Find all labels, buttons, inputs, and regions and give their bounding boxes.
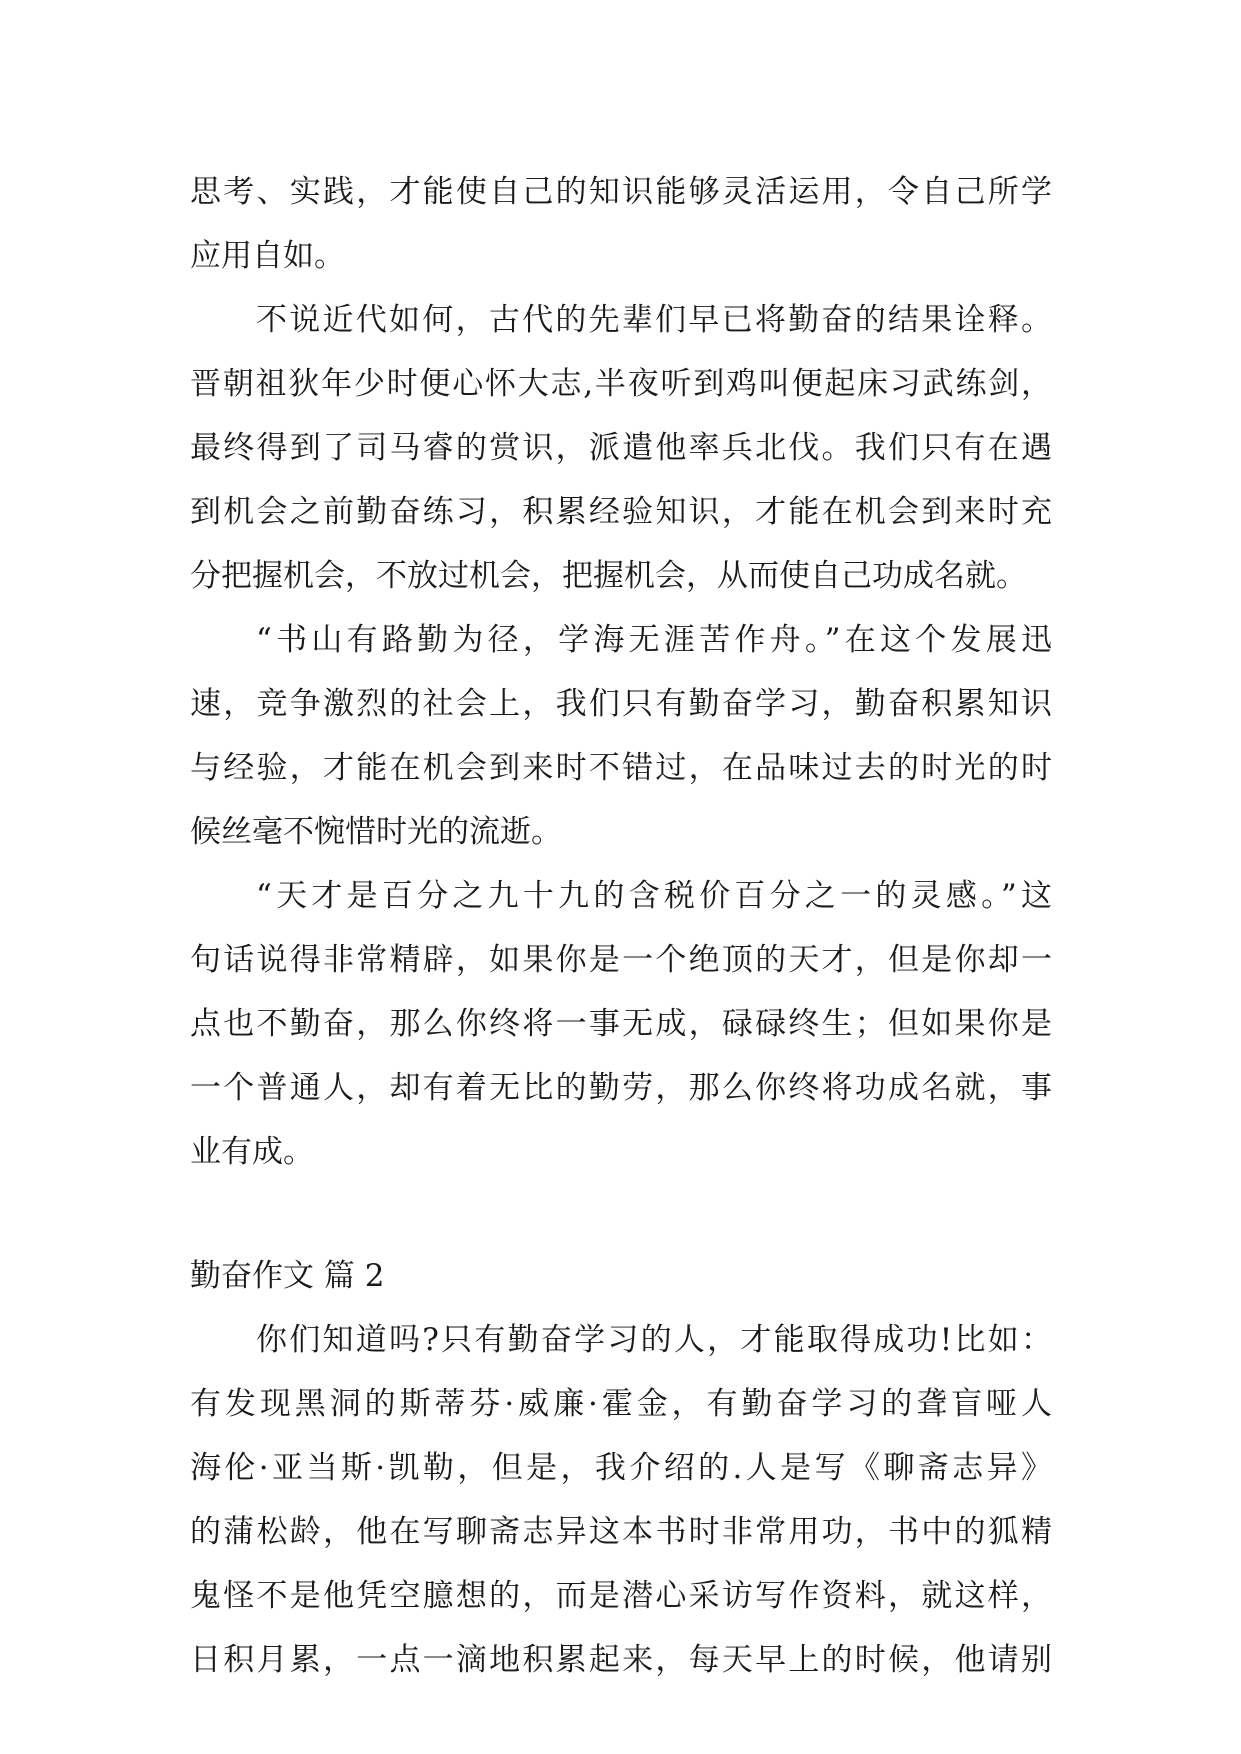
text-line: 候丝毫不惋惜时光的流逝。 (190, 814, 562, 850)
paragraph (190, 1308, 1052, 1692)
text-line: 到机会之前勤奋练习，积累经验知识，才能在机会到来时充 (190, 494, 1052, 530)
text-line: 速，竞争激烈的社会上，我们只有勤奋学习，勤奋积累知识 (190, 686, 1052, 722)
text-line: 你们知道吗?只有勤奋学习的人，才能取得成功!比如： (256, 1322, 1052, 1358)
document-page (190, 160, 1052, 1692)
text-line: 与经验，才能在机会到来时不错过，在品味过去的时光的时 (190, 750, 1052, 786)
text-line: 点也不勤奋，那么你终将一事无成，碌碌终生；但如果你是 (190, 1006, 1052, 1042)
paragraph (190, 288, 1052, 608)
text-line: 日积月累，一点一滴地积累起来，每天早上的时候，他请别 (190, 1642, 1052, 1678)
text-line: “天才是百分之九十九的含税价百分之一的灵感。”这 (256, 878, 1052, 914)
text-line: 最终得到了司马睿的赏识，派遣他率兵北伐。我们只有在遇 (190, 430, 1052, 466)
text-line: 晋朝祖狄年少时便心怀大志,半夜听到鸡叫便起床习武练剑， (190, 366, 1052, 402)
text-line: 有发现黑洞的斯蒂芬·威廉·霍金，有勤奋学习的聋盲哑人 (190, 1386, 1052, 1422)
text-line: 海伦·亚当斯·凯勒，但是，我介绍的.人是写《聊斋志异》 (190, 1450, 1052, 1486)
section-heading: 勤奋作文 篇 2 (190, 1258, 385, 1294)
paragraph (190, 608, 1052, 864)
text-line: 句话说得非常精辟，如果你是一个绝顶的天才，但是你却一 (190, 942, 1052, 978)
text-line: 不说近代如何，古代的先辈们早已将勤奋的结果诠释。 (256, 302, 1052, 338)
text-line: “书山有路勤为径，学海无涯苦作舟。”在这个发展迅 (256, 622, 1052, 658)
text-line: 一个普通人，却有着无比的勤劳，那么你终将功成名就，事 (190, 1070, 1052, 1106)
text-line: 分把握机会，不放过机会，把握机会，从而使自己功成名就。 (190, 558, 1027, 594)
paragraph (190, 864, 1052, 1184)
text-line: 思考、实践，才能使自己的知识能够灵活运用，令自己所学 (190, 174, 1052, 210)
text-line: 鬼怪不是他凭空臆想的，而是潜心采访写作资料，就这样， (190, 1578, 1052, 1614)
text-line: 业有成。 (190, 1134, 314, 1170)
paragraph-continuation (190, 160, 1052, 288)
text-line: 应用自如。 (190, 238, 345, 274)
text-line: 的蒲松龄，他在写聊斋志异这本书时非常用功，书中的狐精 (190, 1514, 1052, 1550)
